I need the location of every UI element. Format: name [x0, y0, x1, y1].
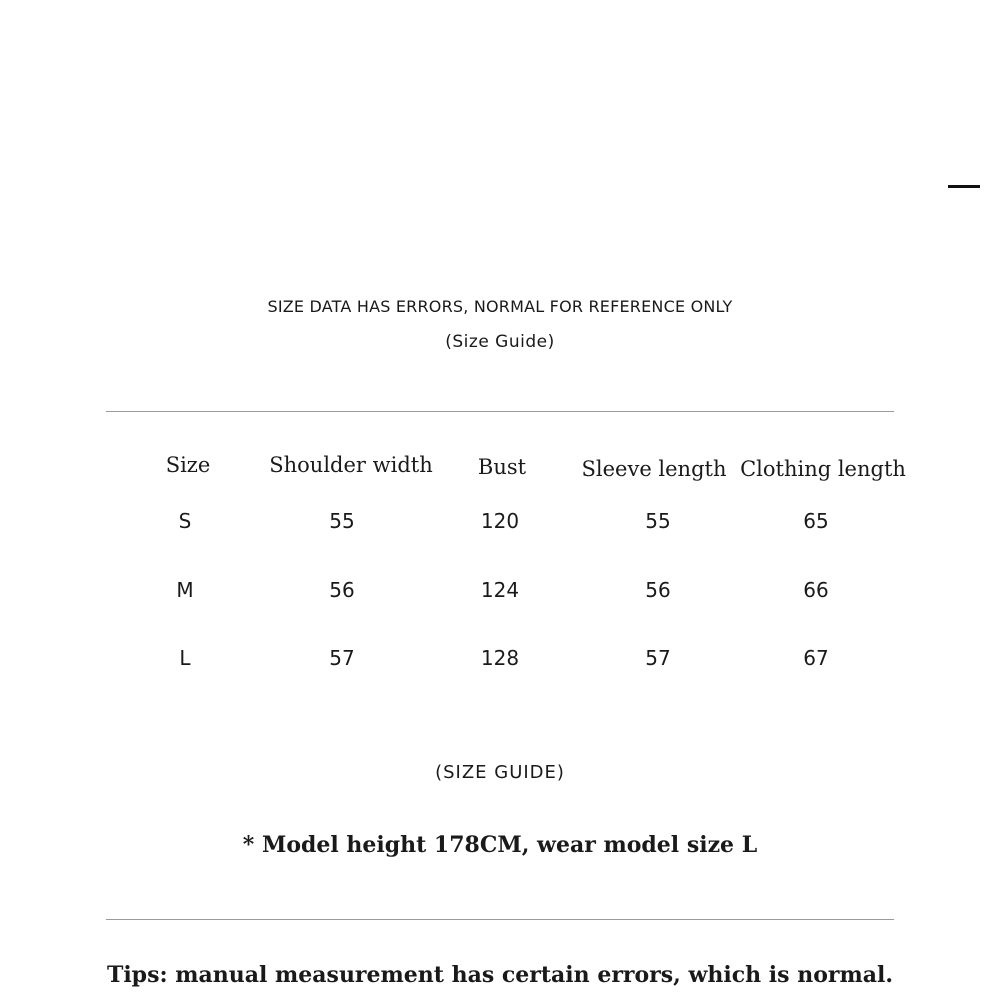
table-cell: 67 [803, 646, 829, 670]
table-cell: 66 [803, 578, 829, 602]
table-cell: 65 [803, 509, 829, 533]
measurement-tips: Tips: manual measurement has certain errors, which is normal. [106, 962, 894, 988]
col-header-sleeve-length: Sleeve length [581, 457, 727, 481]
table-cell: 57 [329, 646, 355, 670]
model-note: * Model height 178CM, wear model size L [242, 832, 758, 858]
top-divider [106, 411, 894, 412]
table-cell: 120 [480, 509, 520, 533]
size-guide-subtitle: (Size Guide) [445, 332, 555, 352]
col-header-size: Size [165, 453, 211, 477]
size-data-notice: SIZE DATA HAS ERRORS, NORMAL FOR REFERENCE ONLY [267, 297, 733, 316]
table-cell: 56 [645, 578, 671, 602]
table-cell: 55 [329, 509, 355, 533]
table-cell: 56 [329, 578, 355, 602]
table-cell: 55 [645, 509, 671, 533]
table-cell: S [178, 509, 192, 533]
dash-mark [948, 185, 980, 188]
table-cell: 128 [480, 646, 520, 670]
col-header-bust: Bust [477, 455, 527, 479]
table-cell: L [179, 646, 191, 670]
table-cell: 124 [480, 578, 520, 602]
size-guide-label: (SIZE GUIDE) [435, 762, 565, 783]
col-header-clothing-length: Clothing length [740, 457, 906, 481]
bottom-divider [106, 919, 894, 920]
col-header-shoulder-width: Shoulder width [269, 453, 433, 477]
table-cell: M [176, 578, 194, 602]
table-cell: 57 [645, 646, 671, 670]
